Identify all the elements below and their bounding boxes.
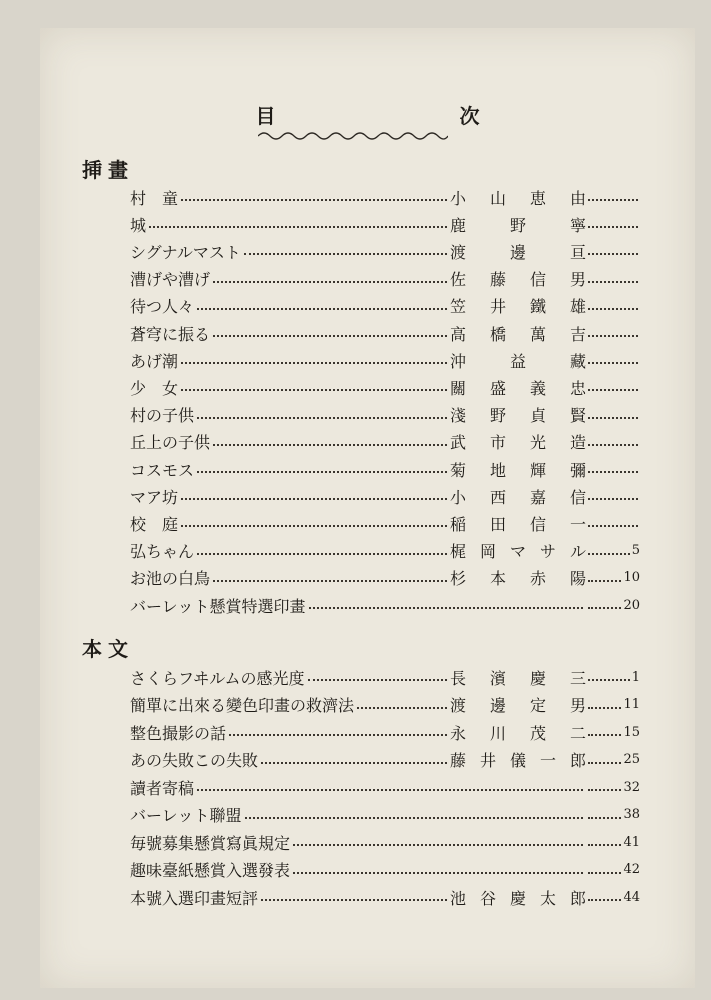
entry-title: 整色撮影の話 bbox=[130, 723, 227, 743]
dot-leader bbox=[197, 308, 447, 310]
toc-page bbox=[40, 28, 695, 988]
entry-author: 長 濱 慶 三 bbox=[450, 668, 586, 688]
entry-title: お池の白鳥 bbox=[130, 569, 211, 589]
entry-page-number: 32 bbox=[623, 779, 640, 795]
entry-page-number: 5 bbox=[631, 543, 640, 559]
dot-leader bbox=[181, 525, 447, 527]
dot-leader bbox=[181, 362, 447, 364]
entry-author: 笠 井 鐵 雄 bbox=[450, 297, 586, 317]
entry-page-number: 38 bbox=[623, 807, 640, 822]
entry-tail bbox=[586, 278, 640, 280]
toc-entry bbox=[130, 748, 640, 772]
dot-leader bbox=[213, 444, 447, 446]
dot-leader bbox=[149, 226, 447, 228]
toc-entry bbox=[130, 185, 640, 209]
dot-leader bbox=[357, 707, 447, 709]
section-heading-text: 本文 bbox=[82, 637, 134, 661]
entry-title: あげ潮 bbox=[130, 351, 179, 371]
dot-leader bbox=[181, 199, 447, 201]
entry-title: 毎號募集懸賞寫眞規定 bbox=[130, 833, 291, 853]
entry-title: 弘ちゃん bbox=[130, 542, 195, 562]
entry-author: 武 市 光 造 bbox=[450, 433, 586, 453]
dot-leader bbox=[308, 679, 447, 681]
entry-tail bbox=[586, 359, 640, 361]
entry-page-number: 15 bbox=[623, 724, 640, 740]
entry-title: 待つ人々 bbox=[130, 297, 195, 317]
dot-leader bbox=[213, 335, 447, 337]
entry-tail bbox=[586, 780, 640, 795]
entry-author: 杉 本 赤 陽 bbox=[450, 569, 586, 589]
dot-leader bbox=[588, 362, 638, 364]
dot-leader bbox=[588, 308, 638, 310]
dot-leader bbox=[197, 471, 447, 473]
toc-entry bbox=[130, 720, 640, 744]
entry-tail bbox=[586, 570, 640, 585]
toc-entry bbox=[130, 593, 640, 617]
entry-title: さくらフヰルムの感光度 bbox=[130, 668, 305, 688]
entry-page-number: 11 bbox=[623, 697, 640, 712]
title-wave-ornament bbox=[258, 128, 448, 144]
entry-tail bbox=[586, 862, 640, 877]
toc-entry bbox=[130, 375, 640, 399]
entry-author: 渡 邊 定 男 bbox=[450, 696, 586, 715]
dot-leader bbox=[588, 553, 630, 555]
dot-leader bbox=[588, 389, 638, 391]
entry-title: 校 庭 bbox=[130, 514, 179, 534]
toc-entry bbox=[130, 457, 640, 481]
entry-title: 丘上の子供 bbox=[130, 433, 211, 453]
entry-author: 稲 田 信 一 bbox=[450, 514, 586, 534]
dot-leader bbox=[588, 281, 638, 283]
dot-leader bbox=[588, 734, 621, 736]
toc-entry bbox=[130, 693, 640, 717]
entry-page-number: 1 bbox=[631, 669, 640, 685]
entry-tail bbox=[586, 697, 640, 712]
toc-entry bbox=[130, 212, 640, 236]
dot-leader bbox=[244, 253, 447, 255]
toc-entry bbox=[130, 267, 640, 291]
entry-page-number: 10 bbox=[623, 570, 640, 586]
dot-leader bbox=[181, 498, 447, 500]
entry-author: 永 川 茂 二 bbox=[450, 723, 586, 743]
entry-tail bbox=[586, 725, 640, 740]
entry-page-number: 44 bbox=[623, 889, 640, 905]
entry-tail bbox=[586, 807, 640, 822]
toc-entry bbox=[130, 484, 640, 508]
entry-title: 簡單に出來る變色印畫の救濟法 bbox=[130, 696, 355, 715]
toc-entry bbox=[130, 775, 640, 799]
toc-entry bbox=[130, 511, 640, 535]
entry-page-number: 25 bbox=[623, 752, 640, 767]
dot-leader bbox=[588, 525, 638, 527]
entry-tail bbox=[586, 441, 640, 443]
toc-entry bbox=[130, 830, 640, 854]
toc-entry bbox=[130, 885, 640, 909]
entry-title: 漕げや漕げ bbox=[130, 270, 211, 290]
entry-title: 村 童 bbox=[130, 188, 179, 208]
entry-page-number: 42 bbox=[623, 862, 640, 877]
entry-author: 高 橋 萬 吉 bbox=[450, 324, 586, 344]
dot-leader bbox=[588, 679, 630, 681]
entry-tail bbox=[586, 386, 640, 388]
toc-entry bbox=[130, 803, 640, 827]
entry-title: バーレット懸賞特選印畫 bbox=[130, 596, 306, 616]
toc-entry bbox=[130, 321, 640, 345]
entry-tail bbox=[586, 305, 640, 307]
entry-tail bbox=[586, 414, 640, 416]
dot-leader bbox=[197, 789, 583, 791]
dot-leader bbox=[197, 553, 447, 555]
dot-leader bbox=[261, 899, 447, 901]
dot-leader bbox=[245, 817, 583, 819]
entry-author: 梶 岡 マ サ ル bbox=[450, 542, 586, 562]
dot-leader bbox=[261, 762, 447, 764]
entry-title: 少 女 bbox=[130, 378, 179, 398]
toc-entry bbox=[130, 858, 640, 882]
toc-title: 目 次 bbox=[255, 104, 562, 128]
entry-title: 趣味臺紙懸賞入選發表 bbox=[130, 861, 291, 880]
entry-author: 佐 藤 信 男 bbox=[450, 270, 586, 290]
dot-leader bbox=[588, 762, 621, 764]
dot-leader bbox=[588, 817, 621, 819]
entry-tail bbox=[586, 752, 640, 767]
entry-tail bbox=[586, 890, 640, 905]
dot-leader bbox=[588, 199, 638, 201]
entry-author: 淺 野 貞 賢 bbox=[450, 406, 586, 426]
entry-author: 池 谷 慶 太 郎 bbox=[450, 888, 586, 908]
dot-leader bbox=[181, 389, 447, 391]
entry-title: 讀者寄稿 bbox=[130, 778, 195, 798]
entry-tail bbox=[586, 196, 640, 198]
dot-leader bbox=[213, 281, 447, 283]
entry-title: 城 bbox=[130, 215, 147, 235]
dot-leader bbox=[588, 844, 621, 846]
entry-author: 小 山 恵 由 bbox=[450, 188, 586, 208]
entry-tail bbox=[586, 223, 640, 225]
toc-entry bbox=[130, 403, 640, 427]
dot-leader bbox=[588, 335, 638, 337]
entry-title: シグナルマスト bbox=[130, 242, 241, 262]
entry-author: 藤 井 儀 一 郎 bbox=[450, 751, 586, 770]
dot-leader bbox=[293, 872, 583, 874]
entry-tail bbox=[586, 468, 640, 470]
toc-entry bbox=[130, 348, 640, 372]
dot-leader bbox=[588, 580, 621, 582]
entry-title: バーレット聯盟 bbox=[130, 806, 242, 825]
dot-leader bbox=[588, 253, 638, 255]
entry-tail bbox=[586, 543, 640, 558]
entry-author: 關 盛 義 忠 bbox=[450, 378, 586, 398]
entry-title: マア坊 bbox=[130, 487, 179, 507]
dot-leader bbox=[588, 226, 638, 228]
dot-leader bbox=[588, 444, 638, 446]
entry-author: 小 西 嘉 信 bbox=[450, 487, 586, 507]
dot-leader bbox=[293, 844, 583, 846]
toc-entry bbox=[130, 539, 640, 563]
entry-tail bbox=[586, 835, 640, 850]
entry-title: 蒼穹に振る bbox=[130, 324, 211, 344]
entry-author: 渡 邊 亘 bbox=[450, 242, 586, 262]
dot-leader bbox=[588, 498, 638, 500]
entry-tail bbox=[586, 332, 640, 334]
dot-leader bbox=[588, 707, 621, 709]
entry-title: 本號入選印畫短評 bbox=[130, 888, 259, 908]
entry-tail bbox=[586, 250, 640, 252]
dot-leader bbox=[588, 417, 638, 419]
toc-entry bbox=[130, 665, 640, 689]
entry-title: あの失敗この失敗 bbox=[130, 751, 259, 770]
dot-leader bbox=[229, 734, 447, 736]
entry-tail bbox=[586, 522, 640, 524]
entry-author: 菊 地 輝 彌 bbox=[450, 460, 586, 480]
dot-leader bbox=[588, 899, 621, 901]
entry-tail bbox=[586, 495, 640, 497]
entry-title: コスモス bbox=[130, 460, 195, 480]
entry-title: 村の子供 bbox=[130, 406, 195, 426]
dot-leader bbox=[197, 417, 447, 419]
entry-author: 沖 益 藏 bbox=[450, 351, 586, 371]
toc-entry bbox=[130, 294, 640, 318]
dot-leader bbox=[588, 471, 638, 473]
entry-tail bbox=[586, 598, 640, 613]
dot-leader bbox=[588, 789, 621, 791]
toc-entry bbox=[130, 566, 640, 590]
toc-entry bbox=[130, 430, 640, 454]
entry-page-number: 20 bbox=[623, 597, 640, 613]
entry-page-number: 41 bbox=[623, 834, 640, 850]
dot-leader bbox=[588, 607, 621, 609]
section-heading-illustrations: 挿畫 bbox=[82, 158, 134, 182]
entry-author: 鹿 野 寧 bbox=[450, 215, 586, 235]
dot-leader bbox=[213, 580, 447, 582]
entry-tail bbox=[586, 670, 640, 685]
dot-leader bbox=[588, 872, 621, 874]
toc-entry bbox=[130, 239, 640, 263]
dot-leader bbox=[309, 607, 583, 609]
